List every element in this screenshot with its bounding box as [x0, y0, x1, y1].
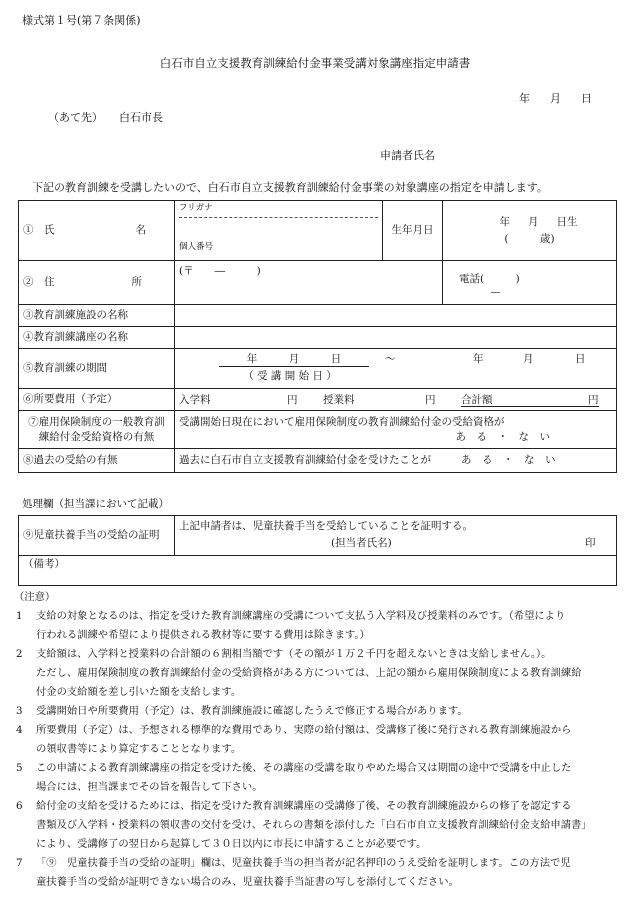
note-number: 2: [16, 648, 23, 660]
note-number: 4: [16, 724, 23, 736]
processing-table: [18, 515, 617, 586]
cost-label: ⑥所要費用（予定）: [19, 389, 175, 411]
document-title: 白石市自立支援教育訓練給付金事業受講対象講座指定申請書: [159, 56, 471, 70]
course-field[interactable]: [175, 327, 617, 349]
allowance-text: 上記申請者は、児童扶養手当を受給していることを証明する。: [179, 520, 473, 532]
form-number: 様式第１号(第７条関係): [22, 14, 141, 27]
addressee-label: （あて先）: [48, 111, 103, 124]
eligibility-label-line1: ⑦雇用保険制度の一般教育訓: [28, 416, 165, 429]
period-tilde: 〜: [385, 353, 396, 365]
note-line: この申請による教育訓練講座の指定を受けた後、その講座の受講を取りやめた場合又は期間の途中で受講を中止した: [36, 762, 572, 774]
end-day: 日: [575, 353, 586, 365]
name-label-cell: [19, 201, 175, 261]
remarks-field[interactable]: [19, 556, 617, 586]
birth-year: 年: [499, 215, 510, 228]
birth-age: ( 歳): [504, 232, 555, 245]
facility-label: ③教育訓練施設の名称: [19, 305, 175, 327]
note-line: 所要費用（予定）は、予想される標準的な費用であり、実際の給付額は、受講修了後に発行される教育訓練施設から: [36, 724, 572, 736]
eligibility-choice[interactable]: あ る ・ な い: [455, 430, 550, 443]
note-line: 書類及び入学料・授業料の領収書の交付を受け、それらの書類を添付した「白石市自立支援教育訓練給付金支給申請書」: [36, 819, 592, 831]
allowance-label: ⑨児童扶養手当の受給の証明: [19, 516, 175, 556]
phone-label: 電話( ): [459, 273, 520, 286]
date-day-label: 日: [581, 92, 592, 105]
note-number: 3: [16, 705, 23, 717]
note-number: 6: [16, 800, 23, 812]
eligibility-field[interactable]: [175, 411, 617, 449]
note-line: 場合には、担当課までその旨を報告して下さい。: [36, 781, 263, 793]
end-year: 年: [473, 353, 484, 365]
tuition-label: 授業料: [323, 394, 355, 406]
note-item: [16, 854, 620, 892]
period-field[interactable]: [175, 349, 617, 389]
note-item: [16, 607, 620, 645]
note-number: 5: [16, 762, 23, 774]
note-line: ただし、雇用保険制度の教育訓練給付金の受給資格がある方については、上記の額から雇用保険制度による教育訓練給: [36, 667, 582, 679]
note-line: の領収書等により算定することとなります。: [36, 743, 242, 755]
note-line: 行われる訓練や希望により提供される教材等に要する費用は除きます。）: [36, 629, 370, 641]
address-label-a: 住: [44, 276, 55, 289]
officer-name-label: (担当者氏名): [331, 537, 392, 549]
lead-text: 下記の教育訓練を受講したいので、白石市自立支援教育訓練給付金事業の対象講座の指定を申請します。: [32, 181, 548, 194]
total-yen: 円: [588, 394, 599, 406]
addressee: [48, 111, 163, 126]
note-item: [16, 721, 620, 759]
name-input-cell[interactable]: [175, 201, 383, 261]
facility-field[interactable]: [175, 305, 617, 327]
name-label-a: 氏: [44, 224, 55, 237]
addressee-name: 白石市長: [119, 111, 163, 124]
name-field[interactable]: [179, 218, 378, 236]
applicant-name-label[interactable]: 申請者氏名: [380, 149, 435, 162]
birth-date-field[interactable]: [443, 201, 617, 261]
course-label: ④教育訓練講座の名称: [19, 327, 175, 349]
note-line: 受講開始日や所要費用（予定）は、教育訓練施設に確認したうえで修正する場合があります。: [36, 705, 468, 717]
processing-label: 処理欄（担当課において記載）: [22, 498, 169, 510]
date-year-label: 年: [519, 92, 530, 105]
application-date[interactable]: [519, 92, 592, 107]
note-line: 支給額は、入学料と授業料の合計額の６割相当額です（その額が１万２千円を超えないときは支給しません。）。: [36, 648, 552, 660]
note-line: 童扶養手当の受給が証明できない場合のみ、児童扶養手当証書の写しを添付してください。: [36, 876, 459, 888]
address-num: ②: [23, 276, 34, 289]
note-item: [16, 702, 620, 721]
notes-section: [16, 588, 620, 892]
eligibility-label-line2: 練給付金受給資格の有無: [38, 430, 155, 443]
name-num: ①: [23, 224, 34, 237]
total-label: 合計額: [461, 394, 493, 406]
date-month-label: 月: [550, 92, 561, 105]
period-label: ⑤教育訓練の期間: [19, 349, 175, 389]
entrance-fee-label: 入学料: [179, 394, 211, 406]
application-table: [18, 200, 617, 473]
phone-field[interactable]: [443, 261, 617, 305]
note-line: 支給の対象となるのは、指定を受けた教育訓練講座の受講について支払う入学料及び授業料のみです。（希望により: [36, 610, 566, 622]
note-number: 7: [16, 857, 23, 869]
eligibility-label: [19, 411, 175, 449]
note-line: 給付金の支給を受けるためには、指定を受けた教育訓練講座の受講修了後、その教育訓練施設からの修了を認定する: [36, 800, 572, 812]
note-line: 付金の支給額を差し引いた額を支給します。: [36, 686, 242, 698]
note-number: 1: [16, 610, 23, 622]
allowance-field[interactable]: [175, 516, 617, 556]
birth-label-cell: 生年月日: [383, 201, 443, 261]
name-label-b: 名: [135, 224, 146, 237]
note-item: [16, 645, 620, 702]
birth-month: 月: [528, 215, 539, 228]
past-choice[interactable]: あ る ・ な い: [461, 454, 556, 467]
start-date: 年 月 日: [219, 352, 369, 367]
birth-day: 日生: [556, 215, 578, 228]
end-month: 月: [523, 353, 534, 365]
entrance-yen: 円: [287, 394, 298, 406]
note-line: 「⑨ 児童扶養手当の受給の証明」欄は、児童扶養手当の担当者が記名押印のうえ受給を証明します。この方法で児: [36, 857, 571, 869]
address-field[interactable]: [175, 261, 443, 305]
remarks-label: （備考）: [23, 558, 65, 570]
address-label-b: 所: [131, 276, 142, 289]
past-field[interactable]: [175, 449, 617, 473]
phone-dash: ―: [491, 288, 500, 298]
eligibility-text: 受講開始日現在において雇用保険制度の教育訓練給付金の受給資格が: [179, 416, 505, 429]
seal-mark: 印: [585, 537, 596, 549]
postal-code-field[interactable]: (〒 ― ): [179, 265, 261, 277]
address-label-cell: [19, 261, 175, 305]
tuition-yen: 円: [425, 394, 436, 406]
past-label: ⑧過去の受給の有無: [19, 449, 175, 473]
notes-heading: （注意）: [14, 591, 56, 603]
furigana-field[interactable]: フリガナ: [179, 201, 378, 218]
past-text: 過去に白石市自立支援教育訓練給付金を受けたことが: [179, 454, 431, 467]
note-item: [16, 759, 620, 797]
kojin-number-field[interactable]: 個人番号: [179, 242, 214, 252]
cost-field[interactable]: [175, 389, 617, 411]
note-line: により、受講修了の翌日から起算して３０日以内に市長に申請することが必要です。: [36, 838, 427, 850]
start-caption: （ 受 講 開 始 日 ）: [243, 370, 337, 382]
note-item: [16, 797, 620, 854]
